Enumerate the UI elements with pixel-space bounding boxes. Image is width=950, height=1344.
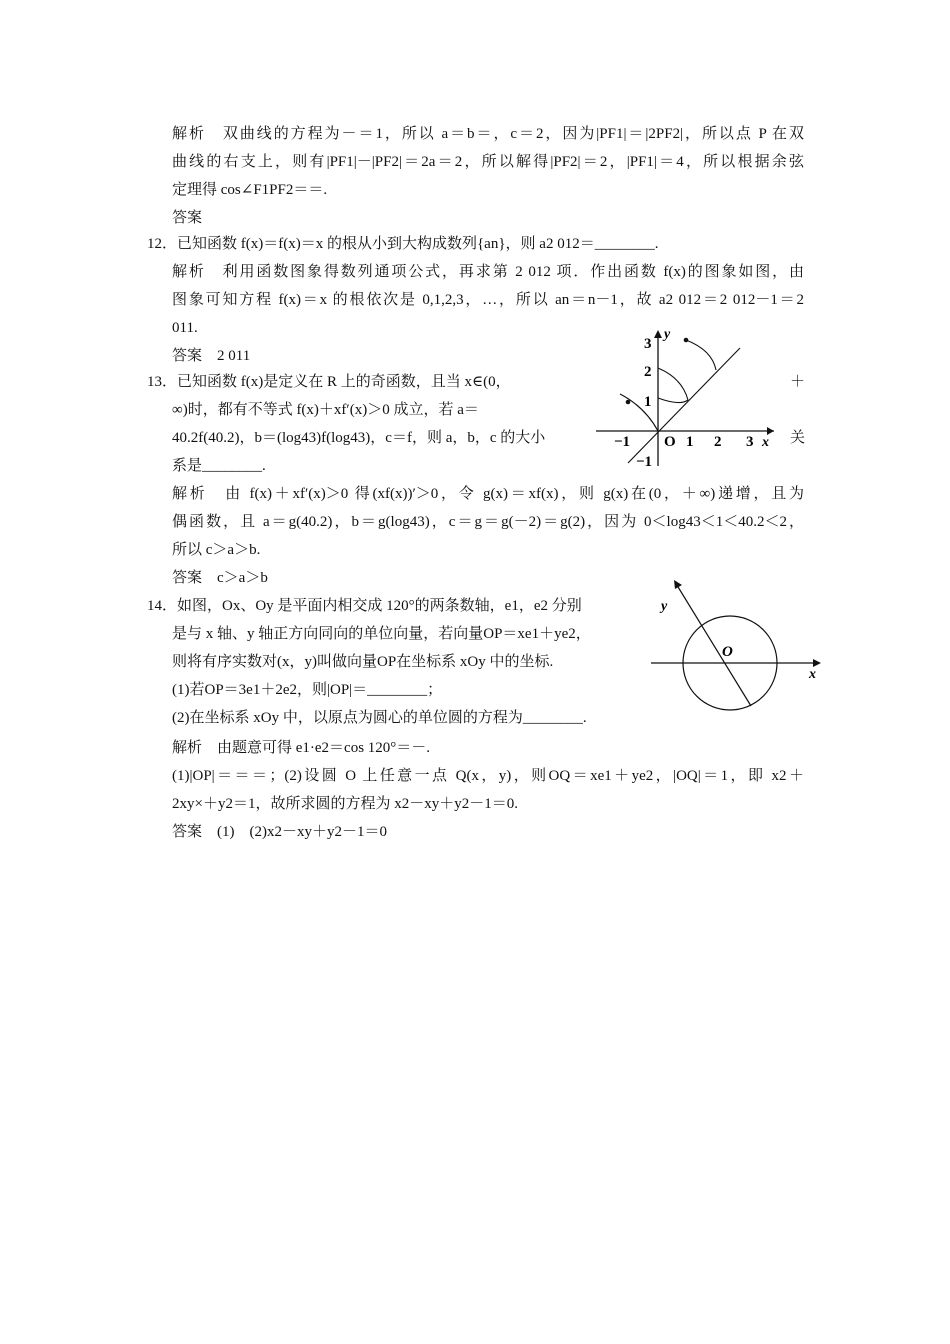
question-line: 12．已知函数 f(x)＝f(x)＝x 的根从小到大构成数列{an}，则 a2 012＝________. — [147, 236, 659, 252]
origin-label: O — [722, 644, 733, 660]
question-line: 13．已知函数 f(x)是定义在 R 上的奇函数，且当 x∈(0， — [147, 374, 511, 390]
text-line: 所以 c＞a＞b. — [172, 542, 261, 558]
text-line: 答案 — [172, 210, 203, 226]
question-line: 14．如图，Ox、Oy 是平面内相交成 120°的两条数轴，e1，e2 分别 — [147, 598, 582, 614]
x-tick-label: 1 — [686, 434, 694, 450]
text-line: 则将有序实数对(x，y)叫做向量OP在坐标系 xOy 中的坐标. — [172, 654, 554, 670]
text-line: ∞)时，都有不等式 f(x)＋xf′(x)＞0 成立，若 a＝ — [172, 402, 479, 418]
x-tick-label: 2 — [714, 434, 722, 450]
x-axis-label: x — [762, 435, 769, 450]
text-line: 解析 由题意可得 e1·e2＝cos 120°＝－. — [172, 740, 431, 756]
y-tick-label: 3 — [644, 336, 652, 352]
text-line: 解析 由 f(x)＋xf′(x)＞0 得(xf(x))′＞0，令 g(x)＝xf(x)，则 g(x)在(0，＋∞)递增，且为 — [172, 486, 804, 502]
text-line: 解析 利用函数图象得数列通项公式，再求第 2 012 项．作出函数 f(x)的图象如图，由 — [172, 264, 804, 280]
text-line: 偶函数，且 a＝g(40.2)，b＝g(log43)，c＝g＝g(－2)＝g(2)，因为 0＜log43＜1＜40.2＜2， — [172, 514, 804, 530]
text-line: 2xy×＋y2＝1，故所求圆的方程为 x2－xy＋y2－1＝0. — [172, 796, 518, 812]
text-line: 答案 c＞a＞b — [172, 570, 268, 586]
text-line: 40.2f(40.2)，b＝(log43)f(log43)，c＝f，则 a，b，c 的大小 — [172, 430, 546, 446]
text-line: 答案 (1) (2)x2－xy＋y2－1＝0 — [172, 824, 387, 840]
y-axis-label: y — [661, 599, 668, 614]
text-line: 解析 双曲线的方程为－＝1，所以 a＝b＝，c＝2，因为|PF1|＝|2PF2|，所以点 P 在双 — [172, 126, 804, 142]
y-tick-label: 1 — [644, 394, 652, 410]
text-fragment-plus: ＋ — [790, 374, 806, 390]
text-line: 定理得 cos∠F1PF2＝＝. — [172, 182, 328, 198]
text-line: (1)若OP＝3e1＋2e2，则|OP|＝________； — [172, 682, 443, 698]
figure-13-graph — [590, 322, 780, 472]
x-tick-label: −1 — [614, 434, 631, 450]
text-line: (1)|OP|＝＝＝；(2)设圆 O 上任意一点 Q(x，y)，则OQ＝xe1＋ye2，|OQ|＝1，即 x2＋ — [172, 768, 804, 784]
text-line: 答案 2 011 — [172, 348, 251, 364]
text-line: 011. — [172, 320, 198, 336]
y-tick-label: 2 — [644, 364, 652, 380]
figure-14-oblique-axes — [645, 578, 830, 713]
y-tick-label: −1 — [636, 454, 653, 470]
x-tick-label: 3 — [746, 434, 754, 450]
x-axis-label: x — [809, 667, 816, 682]
text-line: 系是________. — [172, 458, 266, 474]
y-axis-label: y — [664, 327, 671, 342]
origin-label: O — [664, 434, 676, 450]
text-line: (2)在坐标系 xOy 中，以原点为圆心的单位圆的方程为________. — [172, 710, 587, 726]
text-line: 曲线的右支上，则有|PF1|－|PF2|＝2a＝2，所以解得|PF2|＝2，|PF1|＝4，所以根据余弦 — [172, 154, 804, 170]
text-line: 图象可知方程 f(x)＝x 的根依次是 0,1,2,3，…，所以 an＝n－1，故 a2 012＝2 012－1＝2 — [172, 292, 804, 308]
text-fragment-guan: 关 — [790, 430, 806, 446]
text-line: 是与 x 轴、y 轴正方向同向的单位向量，若向量OP＝xe1＋ye2， — [172, 626, 591, 642]
